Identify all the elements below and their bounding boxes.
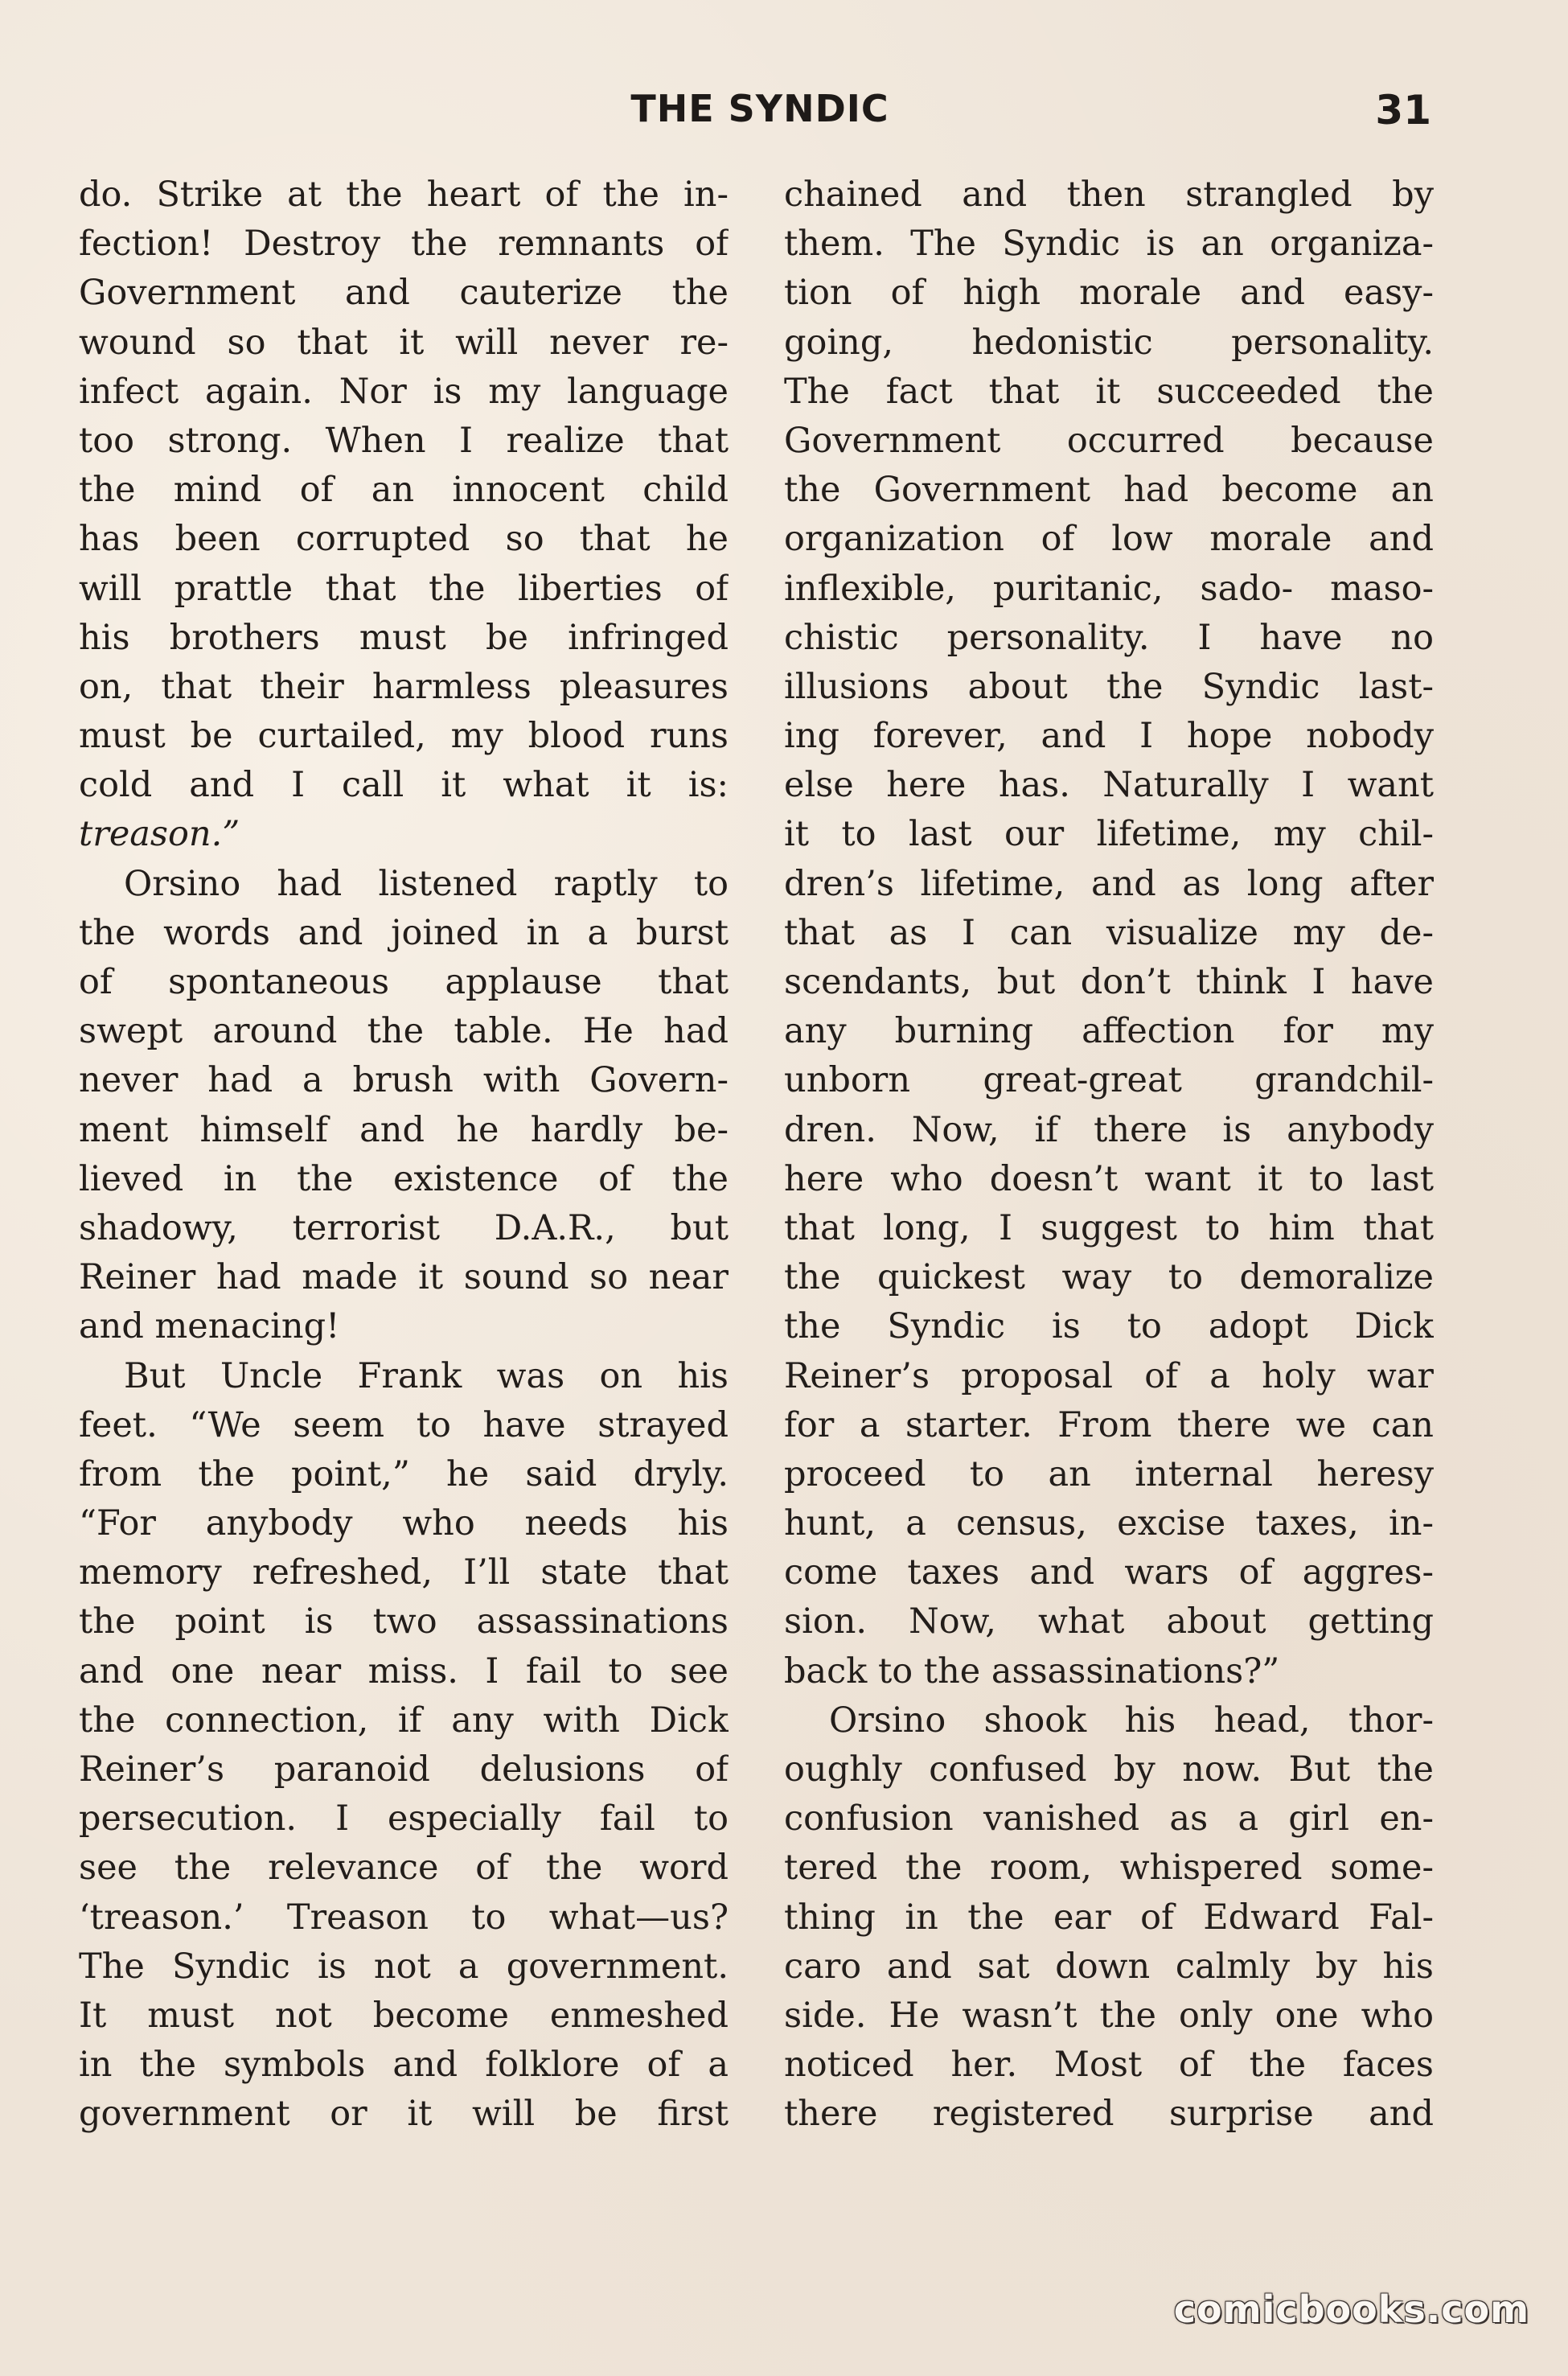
text-line: them. The Syndic is an organiza- (784, 224, 1434, 265)
text-column-left (79, 171, 729, 2140)
text-line: the mind of an innocent child (79, 470, 729, 511)
text-line: chained and then strangled by (784, 175, 1434, 215)
text-line: memory refreshed, I’ll state that (79, 1552, 729, 1593)
text-line: organization of low morale and (784, 519, 1434, 560)
running-title: THE SYNDIC (630, 87, 889, 130)
text-line: illusions about the Syndic last- (784, 666, 1434, 707)
text-line: never had a brush with Govern- (79, 1060, 729, 1101)
text-line: the words and joined in a burst (79, 912, 729, 953)
text-line: lieved in the existence of the (79, 1158, 729, 1199)
text-line: Reiner had made it sound so near (79, 1257, 729, 1298)
text-column-right (784, 171, 1434, 2140)
text-line: unborn great-great grandchil- (784, 1060, 1434, 1101)
text-line: ‘treason.’ Treason to what—us? (79, 1897, 729, 1938)
text-line: But Uncle Frank was on his (124, 1355, 729, 1396)
text-line: hunt, a census, excise taxes, in- (784, 1503, 1434, 1544)
text-line: the connection, if any with Dick (79, 1700, 729, 1741)
text-line: that long, I suggest to him that (784, 1207, 1434, 1248)
text-line: tered the room, whispered some- (784, 1848, 1434, 1889)
text-line: going, hedonistic personality. (784, 322, 1434, 363)
text-line: thing in the ear of Edward Fal- (784, 1897, 1434, 1938)
text-line: it to last our lifetime, my chil- (784, 814, 1434, 855)
text-line: has been corrupted so that he (79, 519, 729, 560)
text-line: infect again. Nor is my language (79, 371, 729, 412)
text-line: back to the assassinations?” (784, 1650, 1280, 1692)
text-line: any burning affection for my (784, 1011, 1434, 1052)
text-line: here who doesn’t want it to last (784, 1158, 1434, 1199)
text-line: fection! Destroy the remnants of (79, 224, 729, 265)
text-line: and menacing! (79, 1306, 340, 1347)
text-line: Reiner’s proposal of a holy war (784, 1355, 1434, 1396)
text-line: shadowy, terrorist D.A.R., but (79, 1207, 729, 1248)
text-line: sion. Now, what about getting (784, 1601, 1434, 1642)
text-line: persecution. I especially fail to (79, 1798, 729, 1840)
text-line: “For anybody who needs his (79, 1503, 729, 1544)
text-line: dren. Now, if there is anybody (784, 1109, 1434, 1150)
text-line: swept around the table. He had (79, 1011, 729, 1052)
text-line: Government and cauterize the (79, 273, 729, 314)
text-line: too strong. When I realize that (79, 420, 729, 461)
text-line: It must not become enmeshed (79, 1995, 729, 2036)
text-line: for a starter. From there we can (784, 1404, 1434, 1445)
text-line: the Government had become an (784, 470, 1434, 511)
text-line: in the symbols and folklore of a (79, 2045, 729, 2086)
text-line: will prattle that the liberties of (79, 568, 729, 609)
text-line: oughly confused by now. But the (784, 1749, 1434, 1790)
text-line: his brothers must be infringed (79, 617, 729, 658)
text-line: from the point,” he said dryly. (79, 1453, 729, 1494)
text-line: the point is two assassinations (79, 1601, 729, 1642)
text-line (79, 810, 729, 859)
italic-text: treason.” (79, 814, 240, 855)
text-line: proceed to an internal heresy (784, 1453, 1434, 1494)
text-line: caro and sat down calmly by his (784, 1946, 1434, 1987)
text-line: Orsino shook his head, thor- (829, 1700, 1434, 1741)
text-line: and one near miss. I fail to see (79, 1650, 729, 1692)
text-line: else here has. Naturally I want (784, 765, 1434, 806)
text-line: Orsino had listened raptly to (124, 863, 729, 904)
text-line: Reiner’s paranoid delusions of (79, 1749, 729, 1790)
text-line: there registered surprise and (784, 2094, 1434, 2135)
text-line: scendants, but don’t think I have (784, 962, 1434, 1002)
text-line: ing forever, and I hope nobody (784, 716, 1434, 757)
text-line: ment himself and he hardly be- (79, 1109, 729, 1150)
text-line: side. He wasn’t the only one who (784, 1995, 1434, 2036)
text-line: inflexible, puritanic, sado- maso- (784, 568, 1434, 609)
text-line: Government occurred because (784, 420, 1434, 461)
text-line: come taxes and wars of aggres- (784, 1552, 1434, 1593)
text-line: cold and I call it what it is: (79, 765, 729, 806)
text-line: chistic personality. I have no (784, 617, 1434, 658)
text-line: The Syndic is not a government. (79, 1946, 729, 1987)
text-line: The fact that it succeeded the (784, 371, 1434, 412)
text-line: confusion vanished as a girl en- (784, 1798, 1434, 1840)
text-line: noticed her. Most of the faces (784, 2045, 1434, 2086)
page-number: 31 (1375, 87, 1431, 134)
text-line: wound so that it will never re- (79, 322, 729, 363)
text-line: must be curtailed, my blood runs (79, 716, 729, 757)
text-line: do. Strike at the heart of the in- (79, 175, 729, 215)
text-line: the quickest way to demoralize (784, 1257, 1434, 1298)
text-line: tion of high morale and easy- (784, 273, 1434, 314)
text-line: government or it will be first (79, 2094, 729, 2135)
text-line: of spontaneous applause that (79, 962, 729, 1002)
text-line: on, that their harmless pleasures (79, 666, 729, 707)
text-line: feet. “We seem to have strayed (79, 1404, 729, 1445)
page-header (0, 87, 1568, 143)
watermark-logo: comicbooks.com (1173, 2288, 1529, 2331)
text-line: see the relevance of the word (79, 1848, 729, 1889)
text-line: dren’s lifetime, and as long after (784, 863, 1434, 904)
text-line: that as I can visualize my de- (784, 912, 1434, 953)
text-line: the Syndic is to adopt Dick (784, 1306, 1434, 1347)
